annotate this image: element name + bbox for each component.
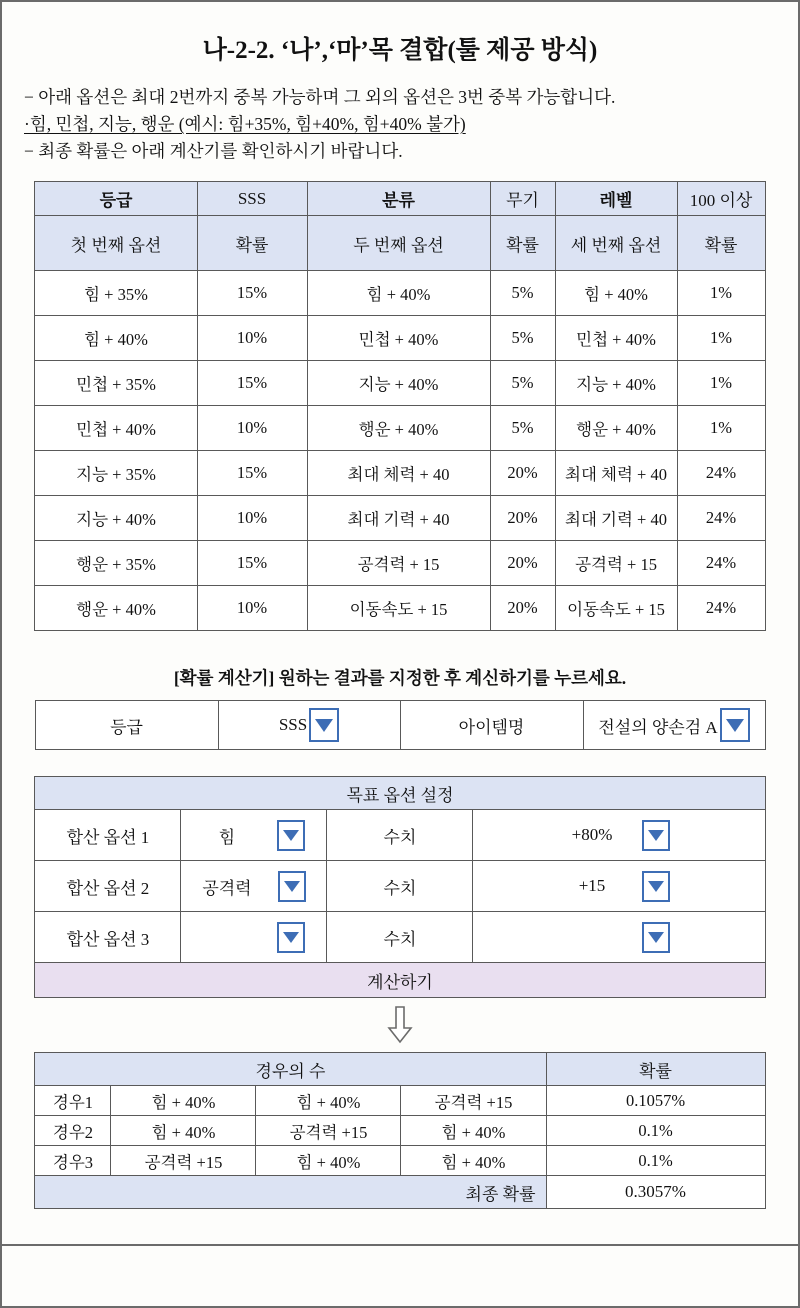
final-probability-label: 최종 확률 bbox=[35, 1176, 546, 1209]
cell-third-option: 이동속도 + 15 bbox=[555, 586, 677, 631]
cell-first-option: 지능 + 35% bbox=[35, 451, 197, 496]
cell-first-prob: 10% bbox=[197, 406, 307, 451]
cell-first-option: 민첩 + 35% bbox=[35, 361, 197, 406]
col-third-prob: 확률 bbox=[677, 216, 765, 271]
calc-grade-value: SSS bbox=[278, 715, 308, 735]
note-line-2: ·힘, 민첩, 지능, 행운 (예시: 힘+35%, 힘+40%, 힘+40% 불가) bbox=[24, 114, 466, 135]
result-probability: 0.1% bbox=[546, 1146, 765, 1176]
cell-third-prob: 24% bbox=[677, 451, 765, 496]
col-first-option: 첫 번째 옵션 bbox=[35, 216, 197, 271]
flow-arrow-container bbox=[35, 1004, 765, 1046]
cell-third-option: 지능 + 40% bbox=[555, 361, 677, 406]
cell-third-option: 공격력 + 15 bbox=[555, 541, 677, 586]
cell-third-prob: 24% bbox=[677, 541, 765, 586]
cell-third-prob: 1% bbox=[677, 361, 765, 406]
target-option-cell[interactable] bbox=[181, 810, 327, 861]
target-value-cell[interactable] bbox=[473, 861, 765, 912]
chevron-down-icon bbox=[284, 881, 300, 892]
cell-third-option: 최대 체력 + 40 bbox=[555, 451, 677, 496]
cell-first-prob: 15% bbox=[197, 361, 307, 406]
table-row bbox=[35, 496, 765, 541]
target-value-label: 수치 bbox=[327, 810, 473, 861]
result-table bbox=[34, 1052, 765, 1209]
target-value-dropdown-button[interactable] bbox=[642, 871, 670, 902]
grade-dropdown-button[interactable] bbox=[309, 708, 339, 742]
target-option-row bbox=[35, 861, 765, 912]
cell-second-prob: 20% bbox=[490, 451, 555, 496]
target-option-value: 힘 bbox=[218, 827, 236, 847]
table-row bbox=[35, 406, 765, 451]
cell-third-prob: 24% bbox=[677, 496, 765, 541]
result-case-label: 경우1 bbox=[35, 1086, 111, 1116]
cell-third-prob: 1% bbox=[677, 406, 765, 451]
grade-header-label: 등급 bbox=[35, 182, 197, 216]
cell-second-prob: 5% bbox=[490, 316, 555, 361]
chevron-down-icon bbox=[315, 719, 333, 732]
level-header-value: 100 이상 bbox=[677, 182, 765, 216]
page-footer-divider bbox=[2, 1244, 798, 1306]
target-row-label: 합산 옵션 3 bbox=[35, 912, 181, 963]
cell-third-prob: 24% bbox=[677, 586, 765, 631]
table-meta-row bbox=[35, 182, 765, 216]
result-opt-2: 공격력 +15 bbox=[256, 1116, 401, 1146]
chevron-down-icon bbox=[283, 932, 299, 943]
cell-second-option: 지능 + 40% bbox=[307, 361, 490, 406]
cell-third-option: 민첩 + 40% bbox=[555, 316, 677, 361]
cell-third-prob: 1% bbox=[677, 316, 765, 361]
chevron-down-icon bbox=[648, 830, 664, 841]
cell-first-prob: 15% bbox=[197, 541, 307, 586]
table-row bbox=[35, 586, 765, 631]
cell-second-option: 공격력 + 15 bbox=[307, 541, 490, 586]
level-header-label: 레벨 bbox=[555, 182, 677, 216]
target-value-text: +15 bbox=[578, 876, 606, 896]
cell-first-prob: 10% bbox=[197, 496, 307, 541]
result-opt-2: 힘 + 40% bbox=[256, 1086, 401, 1116]
target-option-row bbox=[35, 810, 765, 861]
cell-second-option: 이동속도 + 15 bbox=[307, 586, 490, 631]
cell-second-prob: 5% bbox=[490, 271, 555, 316]
table-row bbox=[35, 451, 765, 496]
target-value-cell[interactable] bbox=[473, 810, 765, 861]
cell-second-option: 최대 기력 + 40 bbox=[307, 496, 490, 541]
target-option-dropdown-button[interactable] bbox=[278, 871, 306, 902]
result-cases-header: 경우의 수 bbox=[35, 1053, 546, 1086]
result-row bbox=[35, 1116, 765, 1146]
cell-third-option: 힘 + 40% bbox=[555, 271, 677, 316]
chevron-down-icon bbox=[648, 881, 664, 892]
target-row-label: 합산 옵션 1 bbox=[35, 810, 181, 861]
target-option-row bbox=[35, 912, 765, 963]
result-opt-3: 힘 + 40% bbox=[401, 1116, 546, 1146]
target-value-dropdown-button[interactable] bbox=[642, 820, 670, 851]
table-row bbox=[35, 361, 765, 406]
result-total-row bbox=[35, 1176, 765, 1209]
cell-first-option: 힘 + 40% bbox=[35, 316, 197, 361]
calc-grade-value-cell[interactable] bbox=[218, 701, 400, 750]
result-opt-1: 힘 + 40% bbox=[111, 1116, 256, 1146]
result-opt-2: 힘 + 40% bbox=[256, 1146, 401, 1176]
cell-first-option: 지능 + 40% bbox=[35, 496, 197, 541]
arrow-down-icon bbox=[387, 1006, 413, 1044]
target-option-value: 공격력 bbox=[202, 878, 252, 898]
col-second-prob: 확률 bbox=[490, 216, 555, 271]
calc-item-value-cell[interactable] bbox=[583, 701, 765, 750]
cell-second-option: 힘 + 40% bbox=[307, 271, 490, 316]
target-value-dropdown-button[interactable] bbox=[642, 922, 670, 953]
table-row bbox=[35, 316, 765, 361]
calc-item-value: 전설의 양손검 A bbox=[598, 717, 718, 737]
cell-third-option: 행운 + 40% bbox=[555, 406, 677, 451]
intro-notes bbox=[24, 84, 780, 165]
cell-first-prob: 10% bbox=[197, 316, 307, 361]
col-third-option: 세 번째 옵션 bbox=[555, 216, 677, 271]
target-option-cell[interactable] bbox=[181, 861, 327, 912]
cell-first-option: 민첩 + 40% bbox=[35, 406, 197, 451]
table-row bbox=[35, 271, 765, 316]
target-value-label: 수치 bbox=[327, 861, 473, 912]
cell-second-option: 민첩 + 40% bbox=[307, 316, 490, 361]
table-row bbox=[35, 541, 765, 586]
target-option-dropdown-button[interactable] bbox=[277, 922, 305, 953]
cell-first-prob: 15% bbox=[197, 271, 307, 316]
target-caption-row bbox=[35, 777, 765, 810]
cell-first-prob: 15% bbox=[197, 451, 307, 496]
result-opt-1: 공격력 +15 bbox=[111, 1146, 256, 1176]
result-probability: 0.1% bbox=[546, 1116, 765, 1146]
target-option-dropdown-button[interactable] bbox=[277, 820, 305, 851]
target-row-label: 합산 옵션 2 bbox=[35, 861, 181, 912]
chevron-down-icon bbox=[726, 719, 744, 732]
calculate-button[interactable]: 계산하기 bbox=[35, 963, 765, 998]
col-first-prob: 확률 bbox=[197, 216, 307, 271]
category-header-value: 무기 bbox=[490, 182, 555, 216]
table-column-header-row bbox=[35, 216, 765, 271]
target-value-text: +80% bbox=[571, 825, 613, 845]
result-opt-3: 힘 + 40% bbox=[401, 1146, 546, 1176]
result-header-row bbox=[35, 1053, 765, 1086]
cell-second-prob: 5% bbox=[490, 406, 555, 451]
result-case-label: 경우3 bbox=[35, 1146, 111, 1176]
result-row bbox=[35, 1146, 765, 1176]
calc-item-label: 아이템명 bbox=[400, 701, 583, 750]
calculator-heading: [확률 계산기] 원하는 결과를 지정한 후 계신하기를 누르세요. bbox=[173, 668, 627, 689]
result-case-label: 경우2 bbox=[35, 1116, 111, 1146]
grade-item-selector-table bbox=[35, 700, 766, 750]
cell-second-prob: 20% bbox=[490, 496, 555, 541]
cell-second-prob: 5% bbox=[490, 361, 555, 406]
cell-second-prob: 20% bbox=[490, 586, 555, 631]
cell-third-option: 최대 기력 + 40 bbox=[555, 496, 677, 541]
option-probability-table bbox=[34, 181, 765, 631]
note-line-3: − 최종 확률은 아래 계산기를 확인하시기 바랍니다. bbox=[24, 141, 403, 162]
cell-first-option: 행운 + 40% bbox=[35, 586, 197, 631]
col-second-option: 두 번째 옵션 bbox=[307, 216, 490, 271]
note-line-1: − 아래 옵션은 최대 2번까지 중복 가능하며 그 외의 옵션은 3번 중복 가능합니다. bbox=[24, 87, 616, 107]
calc-grade-label: 등급 bbox=[35, 701, 218, 750]
final-probability-value: 0.3057% bbox=[546, 1176, 765, 1209]
category-header-label: 분류 bbox=[307, 182, 490, 216]
grade-header-value: SSS bbox=[197, 182, 307, 216]
target-option-cell[interactable] bbox=[181, 912, 327, 963]
cell-first-prob: 10% bbox=[197, 586, 307, 631]
chevron-down-icon bbox=[283, 830, 299, 841]
result-prob-header: 확률 bbox=[546, 1053, 765, 1086]
page-content bbox=[2, 2, 798, 1246]
cell-first-option: 행운 + 35% bbox=[35, 541, 197, 586]
target-value-cell[interactable] bbox=[473, 912, 765, 963]
cell-second-option: 행운 + 40% bbox=[307, 406, 490, 451]
cell-second-prob: 20% bbox=[490, 541, 555, 586]
cell-first-option: 힘 + 35% bbox=[35, 271, 197, 316]
chevron-down-icon bbox=[648, 932, 664, 943]
calculate-button-row[interactable] bbox=[35, 963, 765, 998]
result-probability: 0.1057% bbox=[546, 1086, 765, 1116]
target-value-label: 수치 bbox=[327, 912, 473, 963]
cell-second-option: 최대 체력 + 40 bbox=[307, 451, 490, 496]
grade-item-row bbox=[35, 701, 765, 750]
result-opt-1: 힘 + 40% bbox=[111, 1086, 256, 1116]
result-opt-3: 공격력 +15 bbox=[401, 1086, 546, 1116]
target-caption: 목표 옵션 설정 bbox=[35, 777, 765, 810]
target-option-table bbox=[34, 776, 765, 998]
result-row bbox=[35, 1086, 765, 1116]
item-dropdown-button[interactable] bbox=[720, 708, 750, 742]
cell-third-prob: 1% bbox=[677, 271, 765, 316]
page-title: 나-2-2. ‘나’,‘마’목 결합(툴 제공 방식) bbox=[202, 37, 598, 64]
